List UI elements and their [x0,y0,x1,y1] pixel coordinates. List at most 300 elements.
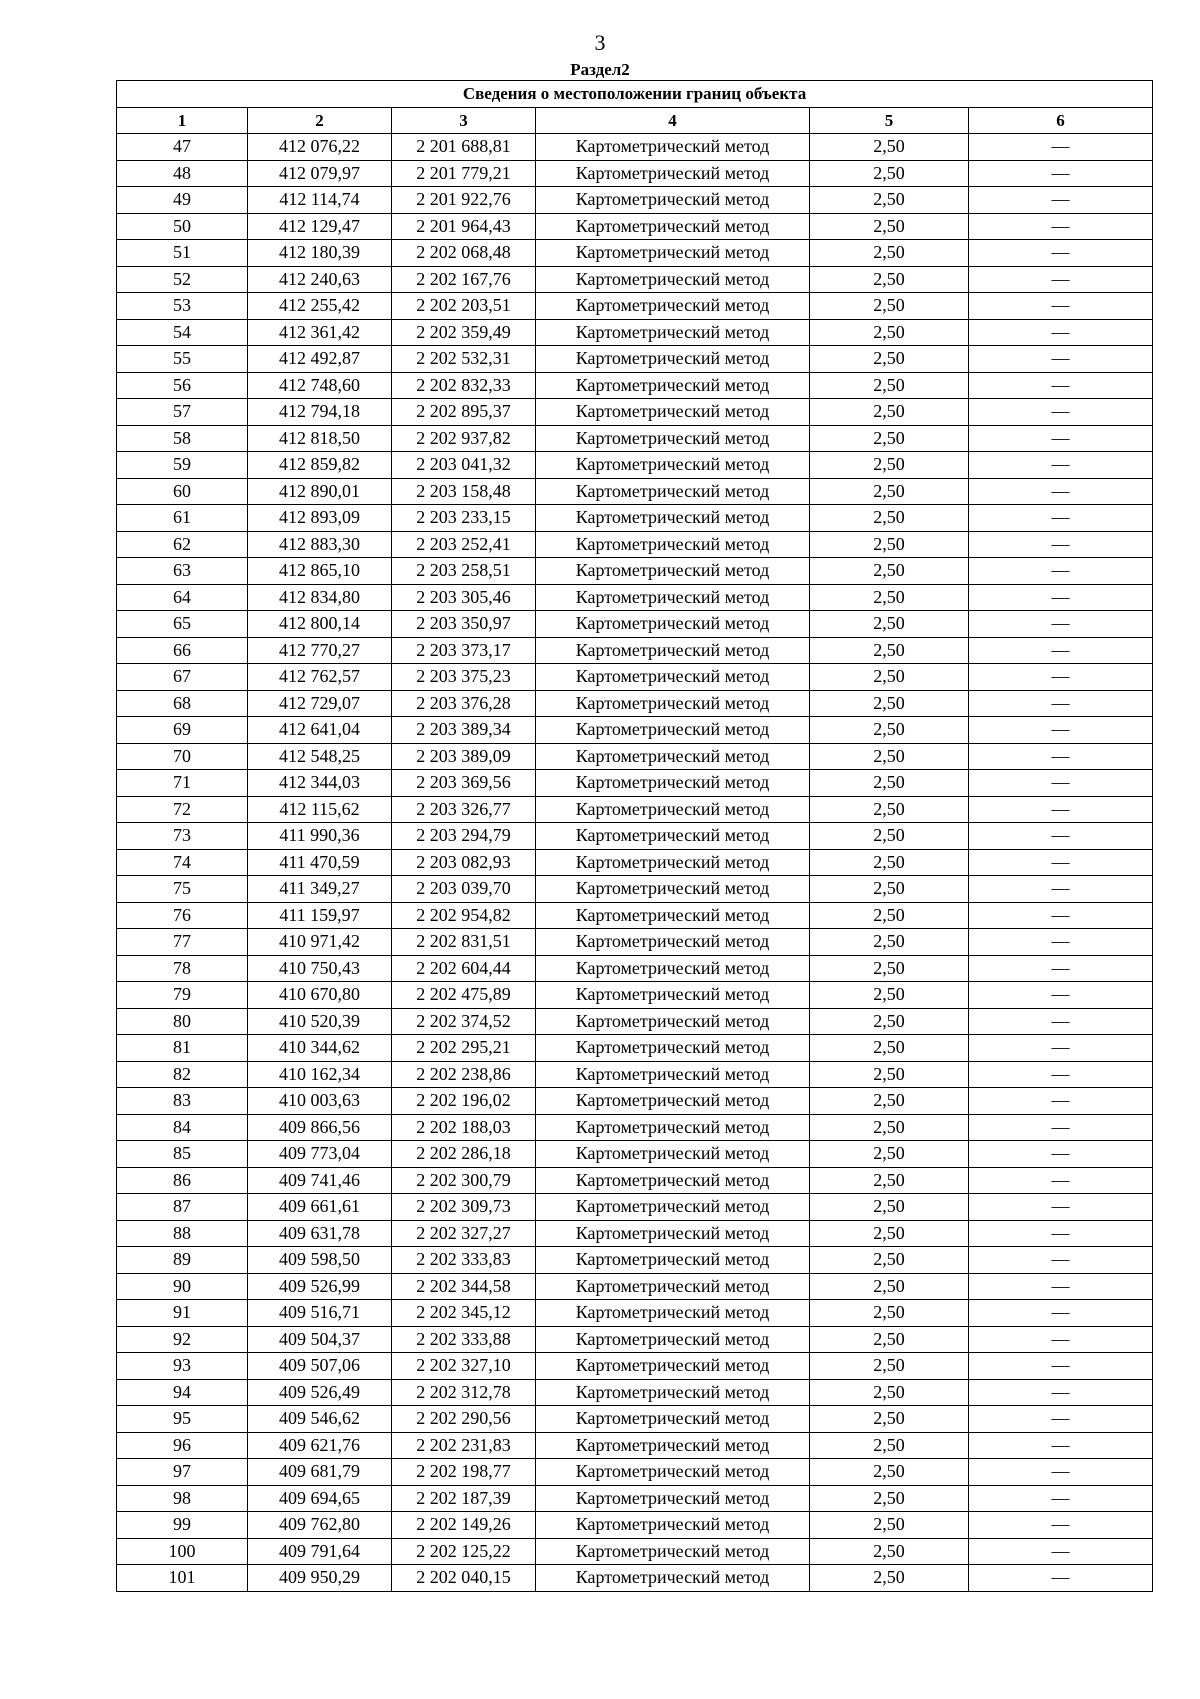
cell-coord-y: 2 202 359,49 [392,319,536,346]
cell-point-number: 58 [117,425,248,452]
cell-coord-x: 409 504,37 [248,1326,392,1353]
cell-accuracy: 2,50 [810,1194,969,1221]
cell-coord-y: 2 202 937,82 [392,425,536,452]
cell-point-number: 47 [117,134,248,161]
cell-note: — [969,1353,1153,1380]
cell-coord-x: 412 115,62 [248,796,392,823]
table-row [117,955,1153,982]
cell-accuracy: 2,50 [810,1220,969,1247]
cell-accuracy: 2,50 [810,558,969,585]
table-row [117,452,1153,479]
cell-method: Картометрический метод [536,452,810,479]
table-row [117,293,1153,320]
cell-coord-y: 2 202 295,21 [392,1035,536,1062]
table-row [117,1141,1153,1168]
cell-note: — [969,1273,1153,1300]
header-row [117,107,1153,134]
cell-accuracy: 2,50 [810,213,969,240]
cell-method: Картометрический метод [536,425,810,452]
cell-method: Картометрический метод [536,1167,810,1194]
cell-note: — [969,531,1153,558]
cell-method: Картометрический метод [536,1326,810,1353]
cell-accuracy: 2,50 [810,452,969,479]
cell-method: Картометрический метод [536,478,810,505]
cell-point-number: 56 [117,372,248,399]
cell-coord-y: 2 202 300,79 [392,1167,536,1194]
cell-accuracy: 2,50 [810,902,969,929]
cell-coord-y: 2 203 082,93 [392,849,536,876]
cell-note: — [969,637,1153,664]
cell-accuracy: 2,50 [810,134,969,161]
cell-method: Картометрический метод [536,611,810,638]
cell-method: Картометрический метод [536,1565,810,1592]
cell-point-number: 54 [117,319,248,346]
cell-accuracy: 2,50 [810,982,969,1009]
cell-method: Картометрический метод [536,1273,810,1300]
cell-accuracy: 2,50 [810,1406,969,1433]
cell-point-number: 88 [117,1220,248,1247]
cell-coord-x: 412 794,18 [248,399,392,426]
cell-accuracy: 2,50 [810,611,969,638]
cell-point-number: 48 [117,160,248,187]
cell-accuracy: 2,50 [810,690,969,717]
table-row [117,213,1153,240]
cell-coord-x: 410 750,43 [248,955,392,982]
cell-method: Картометрический метод [536,1432,810,1459]
cell-note: — [969,1512,1153,1539]
cell-coord-y: 2 203 375,23 [392,664,536,691]
cell-note: — [969,213,1153,240]
cell-method: Картометрический метод [536,1220,810,1247]
cell-point-number: 60 [117,478,248,505]
cell-point-number: 100 [117,1538,248,1565]
cell-point-number: 84 [117,1114,248,1141]
cell-method: Картометрический метод [536,505,810,532]
cell-coord-x: 409 950,29 [248,1565,392,1592]
cell-note: — [969,1220,1153,1247]
table-row [117,1353,1153,1380]
cell-coord-x: 411 990,36 [248,823,392,850]
cell-coord-x: 412 361,42 [248,319,392,346]
cell-method: Картометрический метод [536,743,810,770]
cell-point-number: 62 [117,531,248,558]
cell-coord-y: 2 202 203,51 [392,293,536,320]
cell-method: Картометрический метод [536,982,810,1009]
cell-point-number: 85 [117,1141,248,1168]
cell-method: Картометрический метод [536,372,810,399]
cell-coord-y: 2 202 188,03 [392,1114,536,1141]
cell-point-number: 65 [117,611,248,638]
cell-coord-y: 2 203 389,09 [392,743,536,770]
cell-coord-x: 412 548,25 [248,743,392,770]
cell-point-number: 57 [117,399,248,426]
cell-point-number: 77 [117,929,248,956]
table-row [117,1379,1153,1406]
cell-point-number: 101 [117,1565,248,1592]
cell-coord-y: 2 202 333,83 [392,1247,536,1274]
table-row [117,1194,1153,1221]
cell-coord-x: 409 621,76 [248,1432,392,1459]
cell-coord-y: 2 202 475,89 [392,982,536,1009]
table-row [117,558,1153,585]
cell-note: — [969,505,1153,532]
cell-point-number: 86 [117,1167,248,1194]
table-row [117,876,1153,903]
cell-coord-x: 412 180,39 [248,240,392,267]
cell-accuracy: 2,50 [810,823,969,850]
cell-accuracy: 2,50 [810,743,969,770]
cell-accuracy: 2,50 [810,160,969,187]
table-row [117,929,1153,956]
table-row [117,1061,1153,1088]
cell-point-number: 61 [117,505,248,532]
cell-method: Картометрический метод [536,1114,810,1141]
cell-method: Картометрический метод [536,796,810,823]
cell-note: — [969,1300,1153,1327]
cell-coord-x: 412 865,10 [248,558,392,585]
cell-accuracy: 2,50 [810,664,969,691]
table-row [117,1565,1153,1592]
cell-coord-x: 409 526,49 [248,1379,392,1406]
cell-point-number: 52 [117,266,248,293]
cell-coord-y: 2 202 374,52 [392,1008,536,1035]
cell-point-number: 94 [117,1379,248,1406]
cell-note: — [969,293,1153,320]
cell-method: Картометрический метод [536,134,810,161]
cell-coord-y: 2 202 895,37 [392,399,536,426]
cell-note: — [969,1008,1153,1035]
cell-coord-y: 2 201 688,81 [392,134,536,161]
cell-coord-x: 412 079,97 [248,160,392,187]
cell-accuracy: 2,50 [810,346,969,373]
table-row [117,1538,1153,1565]
cell-accuracy: 2,50 [810,1512,969,1539]
cell-note: — [969,134,1153,161]
cell-coord-y: 2 202 309,73 [392,1194,536,1221]
cell-accuracy: 2,50 [810,1247,969,1274]
cell-accuracy: 2,50 [810,1035,969,1062]
cell-accuracy: 2,50 [810,1379,969,1406]
cell-method: Картометрический метод [536,399,810,426]
cell-point-number: 91 [117,1300,248,1327]
table-row [117,505,1153,532]
cell-point-number: 74 [117,849,248,876]
cell-method: Картометрический метод [536,346,810,373]
cell-accuracy: 2,50 [810,478,969,505]
cell-coord-y: 2 202 238,86 [392,1061,536,1088]
cell-accuracy: 2,50 [810,399,969,426]
cell-coord-x: 409 741,46 [248,1167,392,1194]
cell-method: Картометрический метод [536,823,810,850]
cell-method: Картометрический метод [536,266,810,293]
cell-note: — [969,372,1153,399]
cell-note: — [969,902,1153,929]
cell-coord-y: 2 203 350,97 [392,611,536,638]
cell-point-number: 66 [117,637,248,664]
cell-point-number: 99 [117,1512,248,1539]
cell-coord-x: 409 681,79 [248,1459,392,1486]
cell-note: — [969,982,1153,1009]
cell-coord-x: 412 893,09 [248,505,392,532]
cell-point-number: 72 [117,796,248,823]
cell-point-number: 95 [117,1406,248,1433]
cell-coord-x: 409 526,99 [248,1273,392,1300]
cell-note: — [969,1061,1153,1088]
cell-accuracy: 2,50 [810,876,969,903]
cell-note: — [969,160,1153,187]
cell-coord-x: 409 598,50 [248,1247,392,1274]
cell-note: — [969,187,1153,214]
cell-point-number: 96 [117,1432,248,1459]
cell-note: — [969,1167,1153,1194]
cell-accuracy: 2,50 [810,717,969,744]
table-row [117,902,1153,929]
cell-point-number: 83 [117,1088,248,1115]
cell-accuracy: 2,50 [810,1088,969,1115]
cell-point-number: 90 [117,1273,248,1300]
cell-accuracy: 2,50 [810,584,969,611]
cell-method: Картометрический метод [536,664,810,691]
column-header-4: 4 [536,107,810,134]
cell-note: — [969,1326,1153,1353]
cell-method: Картометрический метод [536,558,810,585]
cell-method: Картометрический метод [536,319,810,346]
cell-coord-y: 2 202 312,78 [392,1379,536,1406]
cell-accuracy: 2,50 [810,1459,969,1486]
cell-point-number: 70 [117,743,248,770]
cell-method: Картометрический метод [536,1061,810,1088]
cell-coord-x: 409 661,61 [248,1194,392,1221]
cell-note: — [969,452,1153,479]
page-number: 3 [594,30,606,55]
cell-point-number: 68 [117,690,248,717]
cell-accuracy: 2,50 [810,796,969,823]
cell-coord-x: 412 834,80 [248,584,392,611]
cell-coord-x: 412 076,22 [248,134,392,161]
cell-coord-x: 411 349,27 [248,876,392,903]
cell-method: Картометрический метод [536,690,810,717]
cell-coord-x: 412 129,47 [248,213,392,240]
cell-coord-x: 412 762,57 [248,664,392,691]
cell-coord-y: 2 202 040,15 [392,1565,536,1592]
cell-coord-x: 409 762,80 [248,1512,392,1539]
cell-method: Картометрический метод [536,1008,810,1035]
cell-method: Картометрический метод [536,1194,810,1221]
cell-accuracy: 2,50 [810,955,969,982]
cell-note: — [969,1485,1153,1512]
cell-point-number: 63 [117,558,248,585]
table-row [117,637,1153,664]
cell-point-number: 71 [117,770,248,797]
cell-coord-y: 2 202 231,83 [392,1432,536,1459]
cell-coord-x: 412 344,03 [248,770,392,797]
cell-coord-y: 2 202 149,26 [392,1512,536,1539]
table-row [117,1273,1153,1300]
cell-method: Картометрический метод [536,849,810,876]
cell-accuracy: 2,50 [810,1061,969,1088]
table-row [117,823,1153,850]
cell-point-number: 78 [117,955,248,982]
cell-coord-y: 2 203 294,79 [392,823,536,850]
cell-coord-y: 2 203 376,28 [392,690,536,717]
cell-coord-x: 412 240,63 [248,266,392,293]
cell-note: — [969,690,1153,717]
cell-note: — [969,664,1153,691]
cell-note: — [969,1538,1153,1565]
cell-note: — [969,240,1153,267]
cell-coord-y: 2 202 198,77 [392,1459,536,1486]
cell-point-number: 73 [117,823,248,850]
table-row [117,1035,1153,1062]
cell-point-number: 51 [117,240,248,267]
cell-method: Картометрический метод [536,1485,810,1512]
cell-coord-y: 2 201 779,21 [392,160,536,187]
cell-note: — [969,1194,1153,1221]
cell-coord-y: 2 202 327,10 [392,1353,536,1380]
cell-coord-y: 2 202 532,31 [392,346,536,373]
cell-accuracy: 2,50 [810,319,969,346]
table-row [117,796,1153,823]
cell-note: — [969,558,1153,585]
cell-coord-y: 2 203 389,34 [392,717,536,744]
cell-coord-x: 411 470,59 [248,849,392,876]
cell-note: — [969,1565,1153,1592]
cell-method: Картометрический метод [536,1459,810,1486]
cell-accuracy: 2,50 [810,1353,969,1380]
table-row [117,584,1153,611]
cell-coord-x: 409 791,64 [248,1538,392,1565]
cell-accuracy: 2,50 [810,293,969,320]
cell-coord-y: 2 202 327,27 [392,1220,536,1247]
cell-coord-x: 409 631,78 [248,1220,392,1247]
cell-note: — [969,876,1153,903]
cell-point-number: 79 [117,982,248,1009]
cell-note: — [969,1406,1153,1433]
table-row [117,1459,1153,1486]
column-header-6: 6 [969,107,1153,134]
table-row [117,664,1153,691]
cell-coord-x: 411 159,97 [248,902,392,929]
cell-note: — [969,1379,1153,1406]
cell-coord-x: 410 003,63 [248,1088,392,1115]
cell-coord-x: 409 773,04 [248,1141,392,1168]
cell-coord-y: 2 202 167,76 [392,266,536,293]
cell-coord-x: 410 971,42 [248,929,392,956]
cell-accuracy: 2,50 [810,531,969,558]
cell-coord-y: 2 203 326,77 [392,796,536,823]
table-row [117,1088,1153,1115]
cell-method: Картометрический метод [536,187,810,214]
cell-note: — [969,584,1153,611]
cell-note: — [969,717,1153,744]
table-row [117,134,1153,161]
cell-point-number: 67 [117,664,248,691]
cell-accuracy: 2,50 [810,637,969,664]
cell-coord-x: 412 883,30 [248,531,392,558]
cell-coord-y: 2 203 369,56 [392,770,536,797]
cell-point-number: 81 [117,1035,248,1062]
cell-coord-y: 2 203 252,41 [392,531,536,558]
cell-note: — [969,1141,1153,1168]
cell-coord-y: 2 202 068,48 [392,240,536,267]
cell-method: Картометрический метод [536,1406,810,1433]
cell-method: Картометрический метод [536,160,810,187]
cell-method: Картометрический метод [536,1141,810,1168]
cell-coord-x: 412 890,01 [248,478,392,505]
cell-note: — [969,955,1153,982]
cell-coord-y: 2 203 158,48 [392,478,536,505]
cell-coord-x: 412 859,82 [248,452,392,479]
cell-method: Картометрический метод [536,1035,810,1062]
cell-method: Картометрический метод [536,902,810,929]
column-header-2: 2 [248,107,392,134]
table-row [117,531,1153,558]
table-row [117,1114,1153,1141]
table-row [117,770,1153,797]
cell-coord-x: 409 694,65 [248,1485,392,1512]
cell-method: Картометрический метод [536,1247,810,1274]
cell-note: — [969,478,1153,505]
cell-accuracy: 2,50 [810,770,969,797]
column-header-5: 5 [810,107,969,134]
cell-accuracy: 2,50 [810,1565,969,1592]
cell-method: Картометрический метод [536,770,810,797]
cell-point-number: 69 [117,717,248,744]
table-row [117,611,1153,638]
cell-coord-y: 2 202 345,12 [392,1300,536,1327]
cell-accuracy: 2,50 [810,505,969,532]
cell-coord-y: 2 202 954,82 [392,902,536,929]
section-title: Раздел2 [570,60,630,79]
cell-method: Картометрический метод [536,876,810,903]
cell-note: — [969,770,1153,797]
cell-accuracy: 2,50 [810,1114,969,1141]
cell-coord-x: 410 162,34 [248,1061,392,1088]
cell-coord-y: 2 202 831,51 [392,929,536,956]
cell-coord-x: 409 507,06 [248,1353,392,1380]
cell-coord-x: 409 866,56 [248,1114,392,1141]
cell-note: — [969,425,1153,452]
column-header-3: 3 [392,107,536,134]
cell-coord-y: 2 202 196,02 [392,1088,536,1115]
cell-method: Картометрический метод [536,1300,810,1327]
table-row [117,849,1153,876]
cell-note: — [969,611,1153,638]
cell-point-number: 82 [117,1061,248,1088]
cell-coord-y: 2 202 290,56 [392,1406,536,1433]
table-row [117,425,1153,452]
cell-note: — [969,399,1153,426]
cell-accuracy: 2,50 [810,929,969,956]
cell-coord-x: 412 255,42 [248,293,392,320]
cell-note: — [969,1035,1153,1062]
cell-accuracy: 2,50 [810,1538,969,1565]
cell-accuracy: 2,50 [810,1300,969,1327]
cell-coord-x: 412 729,07 [248,690,392,717]
cell-coord-x: 412 641,04 [248,717,392,744]
table-row [117,478,1153,505]
cell-coord-y: 2 201 964,43 [392,213,536,240]
cell-point-number: 98 [117,1485,248,1512]
cell-accuracy: 2,50 [810,1485,969,1512]
table-row [117,399,1153,426]
table-row [117,319,1153,346]
table-row [117,1300,1153,1327]
table-row [117,1008,1153,1035]
column-header-1: 1 [117,107,248,134]
cell-method: Картометрический метод [536,1088,810,1115]
cell-coord-y: 2 203 041,32 [392,452,536,479]
